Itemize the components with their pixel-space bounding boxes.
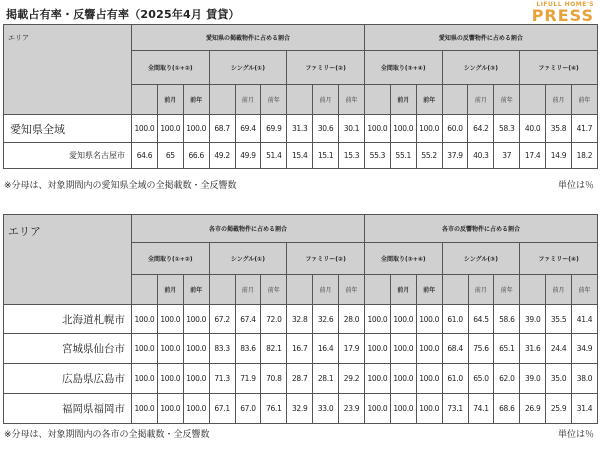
cell: 32.8	[287, 305, 313, 334]
prev-year-label: 前年	[183, 275, 209, 305]
cell: 25.9	[546, 394, 572, 424]
cell: 100.0	[390, 115, 416, 143]
table-row	[4, 364, 598, 394]
prev-year-label: 前年	[494, 275, 520, 305]
prev-month-label: 前月	[468, 85, 494, 115]
cell: 100.0	[157, 394, 183, 424]
area-name: 愛知県全域	[4, 115, 132, 143]
cell: 28.7	[287, 364, 313, 394]
prev-year-label: 前年	[261, 275, 287, 305]
cell: 72.0	[261, 305, 287, 334]
table-row	[4, 394, 598, 424]
cell: 76.1	[261, 394, 287, 424]
cell: 100.0	[365, 305, 391, 334]
cell: 29.2	[339, 364, 365, 394]
cell: 100.0	[416, 394, 442, 424]
prev-year-label: 前年	[339, 275, 365, 305]
cell: 15.1	[313, 143, 339, 169]
prev-month-label: 前月	[546, 275, 572, 305]
cell: 100.0	[132, 394, 158, 424]
cell: 15.4	[287, 143, 313, 169]
cell: 15.3	[339, 143, 365, 169]
cell: 65	[157, 143, 183, 169]
cell: 100.0	[183, 334, 209, 364]
col-family-response: ファミリー(④)	[520, 243, 598, 275]
cell: 100.0	[157, 115, 183, 143]
prev-month-label: 前月	[313, 85, 339, 115]
cell: 58.3	[494, 115, 520, 143]
cell: 39.0	[520, 305, 546, 334]
cell: 16.4	[313, 334, 339, 364]
cell: 70.8	[261, 364, 287, 394]
city-name: 福岡県福岡市	[4, 394, 132, 424]
table-row	[4, 143, 598, 169]
listing-share-header: 愛知県の掲載物件に占める割合	[132, 25, 365, 51]
cell: 61.0	[442, 305, 468, 334]
cell: 35.0	[546, 364, 572, 394]
cell: 14.9	[546, 143, 572, 169]
cell: 68.7	[209, 115, 235, 143]
prev-month-label: 前月	[390, 275, 416, 305]
cell: 24.4	[546, 334, 572, 364]
cell: 49.2	[209, 143, 235, 169]
cell: 18.2	[571, 143, 597, 169]
prev-year-label: 前年	[416, 85, 442, 115]
prev-year-label: 前年	[261, 85, 287, 115]
cell: 41.4	[572, 305, 598, 334]
page-title: 掲載占有率・反響占有率（2025年4月 賃貸）	[6, 8, 240, 21]
cell: 16.7	[287, 334, 313, 364]
cell: 71.3	[209, 364, 235, 394]
cell: 100.0	[365, 364, 391, 394]
footnote: ※分母は、対象期間内の各市の全掲載数・全反響数	[4, 430, 210, 440]
listing-share-header: 各市の掲載物件に占める割合	[132, 215, 365, 243]
cell: 35.5	[546, 305, 572, 334]
prev-month-label: 前月	[390, 85, 416, 115]
logo-big-text: PRESS	[531, 6, 594, 25]
city-name: 北海道札幌市	[4, 305, 132, 334]
cell: 30.1	[339, 115, 365, 143]
response-share-header: 愛知県の反響物件に占める割合	[364, 25, 597, 51]
cell: 30.6	[313, 115, 339, 143]
cell: 67.2	[209, 305, 235, 334]
prev-year-label: 前年	[416, 275, 442, 305]
col-family-response: ファミリー(④)	[520, 51, 598, 85]
cell: 61.0	[442, 364, 468, 394]
cell: 75.6	[468, 334, 494, 364]
cell: 64.6	[132, 143, 158, 169]
cell: 74.1	[468, 394, 494, 424]
prev-month-label: 前月	[235, 275, 261, 305]
area-header: エリア	[4, 25, 132, 115]
cell: 55.1	[390, 143, 416, 169]
cell: 67.0	[235, 394, 261, 424]
cell: 68.4	[442, 334, 468, 364]
col-single: シングル(①)	[209, 243, 287, 275]
cell: 100.0	[416, 305, 442, 334]
cell: 69.9	[261, 115, 287, 143]
aichi-share-table	[3, 24, 598, 169]
logo-small-text: LIFULL HOME'S	[536, 1, 594, 8]
brand-logo	[532, 2, 594, 24]
cell: 32.9	[287, 394, 313, 424]
cell: 41.7	[571, 115, 597, 143]
cell: 100.0	[390, 364, 416, 394]
area-header: エリア	[4, 215, 132, 305]
prev-month-label: 前月	[157, 275, 183, 305]
cell: 35.8	[546, 115, 572, 143]
table-row	[4, 334, 598, 364]
prev-year-label: 前年	[571, 85, 597, 115]
cell: 100.0	[416, 334, 442, 364]
footnote: ※分母は、対象期間内の愛知県全域の全掲載数・全反響数	[4, 181, 237, 191]
unit-label: 単位は％	[557, 430, 594, 440]
cell: 31.6	[520, 334, 546, 364]
cell: 37	[494, 143, 520, 169]
cell: 64.5	[468, 305, 494, 334]
col-single: シングル(①)	[209, 51, 287, 85]
cell: 100.0	[157, 305, 183, 334]
cell: 38.0	[572, 364, 598, 394]
prev-month-label: 前月	[546, 85, 572, 115]
cell: 65.1	[494, 334, 520, 364]
prev-month-label: 前月	[235, 85, 261, 115]
col-single-response: シングル(③)	[442, 51, 520, 85]
cell: 37.9	[442, 143, 468, 169]
cell: 55.3	[364, 143, 390, 169]
city-name: 宮城県仙台市	[4, 334, 132, 364]
table-row	[4, 115, 598, 143]
col-all-layouts-response: 全間取り(③+④)	[365, 243, 443, 275]
cell: 100.0	[183, 115, 209, 143]
cell: 58.6	[494, 305, 520, 334]
cell: 100.0	[132, 115, 158, 143]
area-name: 愛知県名古屋市	[4, 143, 132, 169]
cell: 17.4	[520, 143, 546, 169]
city-share-table	[3, 214, 598, 424]
table-row	[4, 305, 598, 334]
prev-month-label: 前月	[313, 275, 339, 305]
cell: 83.6	[235, 334, 261, 364]
unit-label: 単位は％	[557, 181, 594, 191]
prev-year-label: 前年	[494, 85, 520, 115]
cell: 60.0	[442, 115, 468, 143]
cell: 33.0	[313, 394, 339, 424]
cell: 62.0	[494, 364, 520, 394]
prev-year-label: 前年	[183, 85, 209, 115]
cell: 83.3	[209, 334, 235, 364]
cell: 66.6	[183, 143, 209, 169]
cell: 100.0	[157, 334, 183, 364]
cell: 100.0	[132, 305, 158, 334]
cell: 69.4	[235, 115, 261, 143]
col-all-layouts: 全間取り(①+②)	[132, 51, 210, 85]
cell: 28.1	[313, 364, 339, 394]
cell: 100.0	[132, 364, 158, 394]
cell: 17.9	[339, 334, 365, 364]
cell: 100.0	[183, 394, 209, 424]
cell: 100.0	[390, 334, 416, 364]
cell: 49.9	[235, 143, 261, 169]
cell: 31.4	[572, 394, 598, 424]
cell: 100.0	[416, 115, 442, 143]
cell: 23.9	[339, 394, 365, 424]
cell: 82.1	[261, 334, 287, 364]
cell: 100.0	[390, 305, 416, 334]
prev-year-label: 前年	[339, 85, 365, 115]
cell: 39.0	[520, 364, 546, 394]
cell: 100.0	[132, 334, 158, 364]
cell: 100.0	[183, 305, 209, 334]
col-all-layouts-response: 全間取り(③+④)	[364, 51, 442, 85]
cell: 71.9	[235, 364, 261, 394]
col-all-layouts: 全間取り(①+②)	[132, 243, 210, 275]
cell: 100.0	[157, 364, 183, 394]
cell: 40.3	[468, 143, 494, 169]
cell: 65.0	[468, 364, 494, 394]
cell: 67.4	[235, 305, 261, 334]
cell: 73.1	[442, 394, 468, 424]
cell: 100.0	[365, 394, 391, 424]
cell: 100.0	[390, 394, 416, 424]
cell: 55.2	[416, 143, 442, 169]
response-share-header: 各市の反響物件に占める割合	[365, 215, 598, 243]
cell: 67.1	[209, 394, 235, 424]
col-family: ファミリー(②)	[287, 51, 365, 85]
cell: 100.0	[416, 364, 442, 394]
prev-month-label: 前月	[157, 85, 183, 115]
prev-month-label: 前月	[468, 275, 494, 305]
cell: 51.4	[261, 143, 287, 169]
cell: 32.6	[313, 305, 339, 334]
cell: 68.6	[494, 394, 520, 424]
cell: 28.0	[339, 305, 365, 334]
col-single-response: シングル(③)	[442, 243, 520, 275]
city-name: 広島県広島市	[4, 364, 132, 394]
cell: 40.0	[520, 115, 546, 143]
prev-year-label: 前年	[572, 275, 598, 305]
col-family: ファミリー(②)	[287, 243, 365, 275]
cell: 100.0	[364, 115, 390, 143]
cell: 34.9	[572, 334, 598, 364]
cell: 26.9	[520, 394, 546, 424]
cell: 100.0	[183, 364, 209, 394]
cell: 31.3	[287, 115, 313, 143]
cell: 64.2	[468, 115, 494, 143]
cell: 100.0	[365, 334, 391, 364]
